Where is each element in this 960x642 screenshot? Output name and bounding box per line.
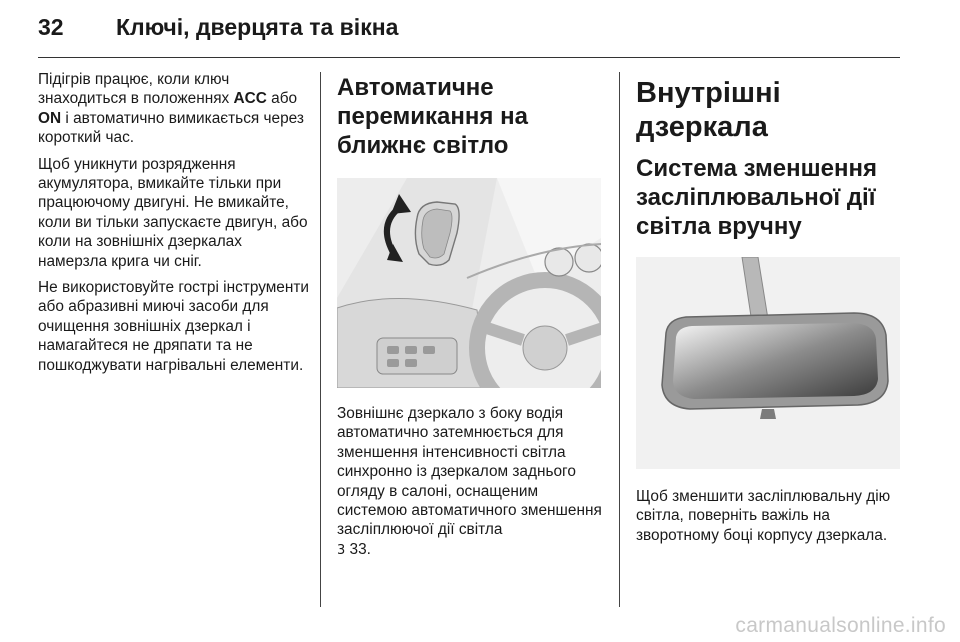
column-3 [636,70,908,552]
page-header [38,14,398,48]
section-heading-auto-dimming: Автоматичне перемикання на ближнє світло [337,74,528,159]
paragraph-auto-dimming [337,404,609,560]
column-1 [38,70,310,382]
paragraph-battery: Щоб уникнути розрядження акумулятора, вмикайте тільки при працюючому двигуні. Не вмикайте, коли ви тільки запускаєте двигун, або коли на зовнішніх дзеркалах намерзла крига чи сніг. [38,155,308,270]
text-span: Підігрів працює, коли ключ знаходиться в положеннях [38,71,234,108]
exterior-mirror-drawing [337,178,601,388]
page-reference-arrow-icon: 3 [337,542,346,558]
running-title: Ключі, дверцята та вікна [116,14,399,40]
paragraph-heating [38,70,310,148]
page-reference: 33. [345,540,371,558]
column-divider-1 [320,72,321,607]
watermark: carmanualsonline.info [735,614,946,637]
subheading-manual-anti-glare: Система зменшення засліплювальної дії світла вручну [636,155,877,240]
column-2 [337,70,609,567]
section-heading-interior-mirrors: Внутрішні дзеркала [636,77,781,143]
key-position-on: ON [38,109,62,127]
interior-mirror-illustration [636,257,900,469]
paragraph-cleaning: Не використовуйте гострі інструменти або абразивні миючі засоби для очищення зовнішніх дзеркал і намагайтеся не дряпати та не пошкоджувати нагрівальні елементи. [38,279,310,374]
text-span: і автоматично вимикається через короткий час. [38,109,304,147]
text-span: Зовнішнє дзеркало з боку водія автоматично затемнюється для зменшення інтенсивності світла синхронно із дзеркалом заднього огляду в салоні, оснащеним системою автоматичного зменшення засліплюючої дії світла [337,405,602,539]
header-rule [38,57,900,58]
page-number: 32 [38,14,64,40]
text-span: або [266,90,298,108]
paragraph-manual-anti-glare: Щоб зменшити засліплювальну дію світла, поверніть важіль на зворотному боці корпусу дзеркала. [636,488,891,544]
column-divider-2 [619,72,620,607]
interior-mirror-drawing [636,257,900,469]
key-position-acc: ACC [233,90,267,108]
exterior-mirror-illustration [337,178,601,388]
